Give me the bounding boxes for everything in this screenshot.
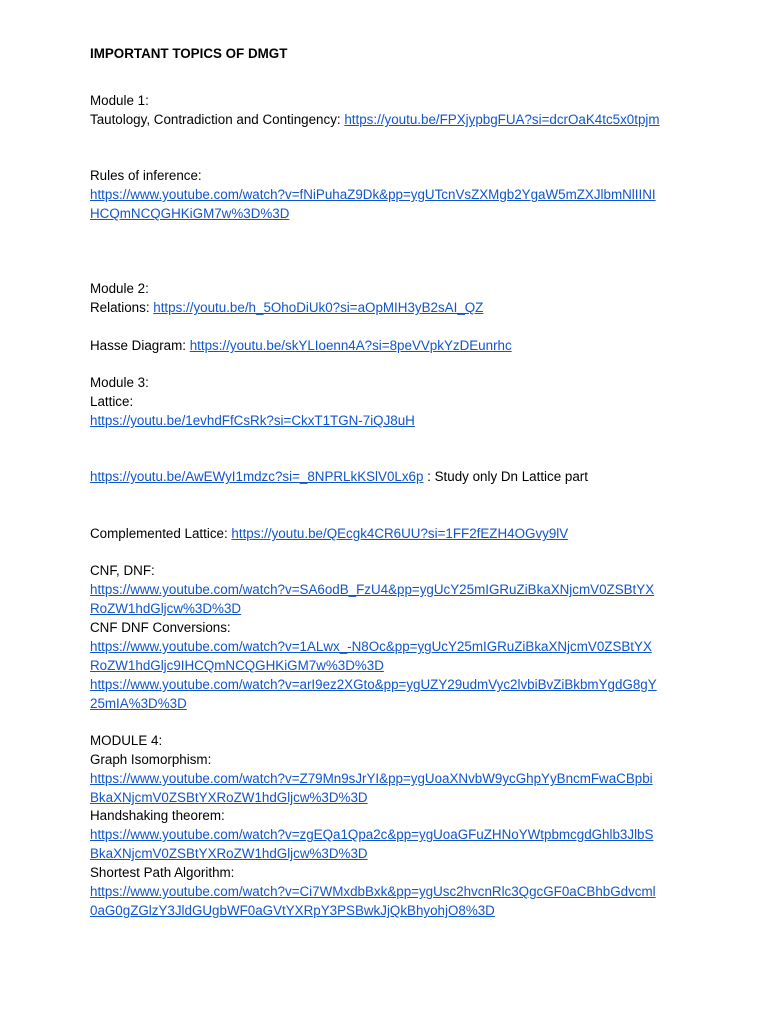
inference-label: Rules of inference: xyxy=(90,168,202,183)
shortest-path-link-line-1 xyxy=(90,882,656,901)
handshaking-link[interactable]: https://www.youtube.com/watch?v=zgEQa1Qpa2c&pp=ygUoaGFuZHNoYWtpbmcgdGhlb3JlbS xyxy=(90,827,654,842)
cnf-label: CNF, DNF: xyxy=(90,563,155,578)
conversion-link-1-line-1 xyxy=(90,637,652,656)
lattice-label: Lattice: xyxy=(90,394,134,409)
handshaking-label: Handshaking theorem: xyxy=(90,808,225,823)
handshaking-link-cont[interactable]: BkaXNjcmV0ZSBtYXRoZW1hdGljcw%3D%3D xyxy=(90,846,368,861)
relations-label: Relations: xyxy=(90,300,154,315)
shortest-path-link[interactable]: https://www.youtube.com/watch?v=Ci7WMxdbBxk&pp=ygUsc2hvcnRlc3QgcGF0aCBhbGdvcml xyxy=(90,884,656,899)
tautology-label: Tautology, Contradiction and Contingency: xyxy=(90,112,345,127)
relations-line xyxy=(90,298,483,317)
inference-link-cont[interactable]: HCQmNCQGHKiGM7w%3D%3D xyxy=(90,206,290,221)
lattice-link-line xyxy=(90,411,415,430)
module-2-heading: Module 2: xyxy=(90,281,149,296)
lattice-link[interactable]: https://youtu.be/1evhdFfCsRk?si=CkxT1TGN-7iQJ8uH xyxy=(90,413,415,428)
isomorphism-link-line-2 xyxy=(90,788,368,807)
hasse-line xyxy=(90,336,512,355)
module-3-heading: Module 3: xyxy=(90,375,149,390)
dn-lattice-line xyxy=(90,467,588,486)
isomorphism-link[interactable]: https://www.youtube.com/watch?v=Z79Mn9sJrYI&pp=ygUoaXNvbW9ycGhpYyBncmFwaCBpbi xyxy=(90,771,653,786)
cnf-link-cont[interactable]: RoZW1hdGljcw%3D%3D xyxy=(90,601,242,616)
conversion-link-2-cont[interactable]: 25mIA%3D%3D xyxy=(90,696,187,711)
cnf-link-line-2 xyxy=(90,599,241,618)
conversion-label: CNF DNF Conversions: xyxy=(90,620,231,635)
dn-lattice-note: : Study only Dn Lattice part xyxy=(423,469,588,484)
conversion-link-1[interactable]: https://www.youtube.com/watch?v=1ALwx_-N8Oc&pp=ygUcY25mIGRuZiBkaXNjcmV0ZSBtYX xyxy=(90,639,652,654)
shortest-path-link-line-2 xyxy=(90,901,495,920)
shortest-path-link-cont[interactable]: 0aG0gZGlzY3JldGUgbWF0aGVtYXRpY3PSBwkJjQkBhyohjO8%3D xyxy=(90,903,495,918)
inference-link[interactable]: https://www.youtube.com/watch?v=fNiPuhaZ9Dk&pp=ygUTcnVsZXMgb2YgaW5mZXJlbmNlIINI xyxy=(90,187,656,202)
isomorphism-link-line-1 xyxy=(90,769,653,788)
shortest-path-label: Shortest Path Algorithm: xyxy=(90,865,235,880)
inference-link-line-1 xyxy=(90,185,656,204)
handshaking-link-line-1 xyxy=(90,825,653,844)
handshaking-link-line-2 xyxy=(90,844,368,863)
inference-link-line-2 xyxy=(90,204,289,223)
hasse-link[interactable]: https://youtu.be/skYLIoenn4A?si=8peVVpkYzDEunrhc xyxy=(189,338,512,353)
cnf-link-line-1 xyxy=(90,580,654,599)
hasse-label: Hasse Diagram: xyxy=(90,338,190,353)
dn-lattice-link[interactable]: https://youtu.be/AwEWyI1mdzc?si=_8NPRLkKSlV0Lx6p xyxy=(90,469,424,484)
conversion-link-2-line-2 xyxy=(90,694,187,713)
conversion-link-2[interactable]: https://www.youtube.com/watch?v=arI9ez2XGto&pp=ygUZY29udmVyc2lvbiBvZiBkbmYgdG8gY xyxy=(90,677,657,692)
complemented-line xyxy=(90,524,568,543)
relations-link[interactable]: https://youtu.be/h_5OhoDiUk0?si=aOpMIH3yB2sAI_QZ xyxy=(153,300,484,315)
tautology-link[interactable]: https://youtu.be/FPXjypbgFUA?si=dcrOaK4tc5x0tpjm xyxy=(344,112,660,127)
module-1-heading: Module 1: xyxy=(90,93,149,108)
conversion-link-1-line-2 xyxy=(90,656,384,675)
isomorphism-link-cont[interactable]: BkaXNjcmV0ZSBtYXRoZW1hdGljcw%3D%3D xyxy=(90,790,368,805)
page-title: IMPORTANT TOPICS OF DMGT xyxy=(90,46,288,61)
complemented-link[interactable]: https://youtu.be/QEcgk4CR6UU?si=1FF2fEZH4OGvy9lV xyxy=(231,526,569,541)
tautology-line xyxy=(90,110,660,129)
conversion-link-1-cont[interactable]: RoZW1hdGljc9IHCQmNCQGHKiGM7w%3D%3D xyxy=(90,658,384,673)
complemented-label: Complemented Lattice: xyxy=(90,526,232,541)
isomorphism-label: Graph Isomorphism: xyxy=(90,752,212,767)
conversion-link-2-line-1 xyxy=(90,675,657,694)
module-4-heading: MODULE 4: xyxy=(90,733,163,748)
cnf-link[interactable]: https://www.youtube.com/watch?v=SA6odB_FzU4&pp=ygUcY25mIGRuZiBkaXNjcmV0ZSBtYX xyxy=(90,582,655,597)
